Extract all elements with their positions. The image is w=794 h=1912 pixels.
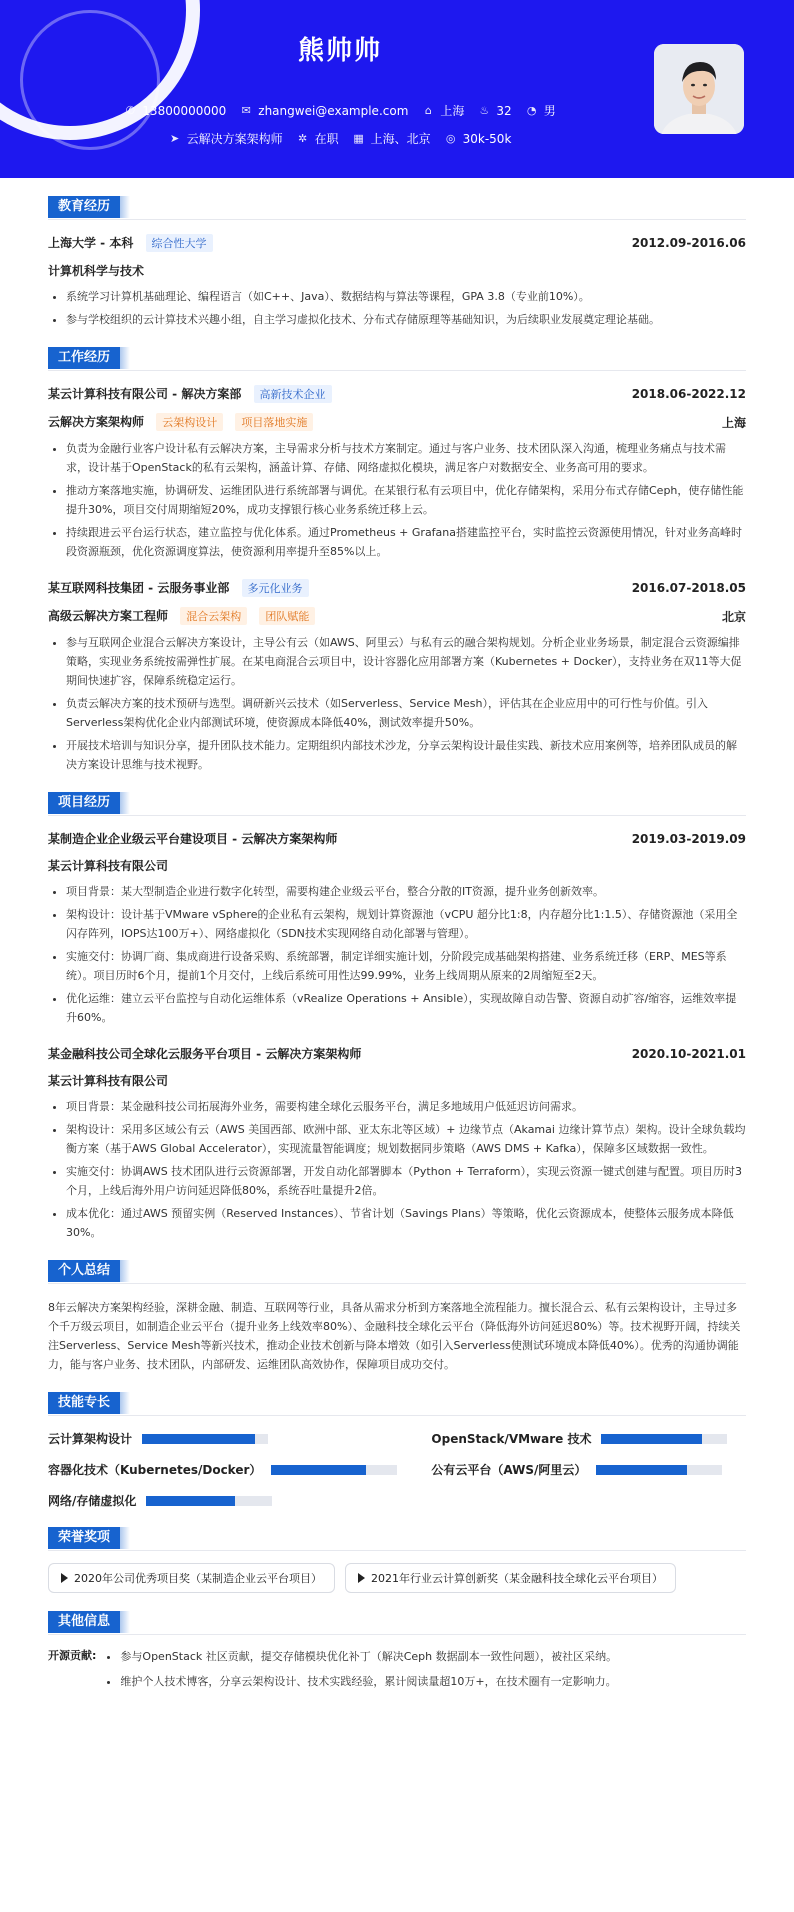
- skill-item: [431, 1461, 746, 1478]
- work-header: [48, 385, 746, 403]
- education-date: 2012.09-2016.06: [631, 236, 746, 250]
- skills-grid: [48, 1430, 746, 1509]
- work-bullets: [48, 439, 746, 561]
- resume-body: [0, 196, 794, 1697]
- company-tag: 高新技术企业: [254, 385, 332, 403]
- project-entry: [48, 830, 746, 1027]
- skill-name: 网络/存储虚拟化: [48, 1494, 137, 1508]
- avatar: [654, 44, 744, 134]
- honor-text: 2021年行业云计算创新奖（某金融科技全球化云平台项目）: [371, 1572, 663, 1585]
- city-info: [422, 102, 464, 119]
- building-icon: ▦: [353, 131, 364, 145]
- project-title: 某金融科技公司全球化云服务平台项目 - 云解决方案架构师: [48, 1047, 362, 1061]
- list-item: • 参与互联网企业混合云解决方案设计，主导公有云（如AWS、阿里云）与私有云的融合架构规划。分析企业业务场景，制定混合云资源编排策略，实现业务系统按需弹性扩展。在某电商混合云项目中，设计容器化应用部署方案（Kubernetes + Docker），支持业务在双11等大促期间快速扩容，保障系统稳定运行。: [66, 633, 746, 690]
- work-entry: [48, 579, 746, 774]
- work-location: 上海: [721, 415, 746, 430]
- skill-bar: [142, 1434, 268, 1444]
- major: 计算机科学与技术: [48, 264, 145, 278]
- section-label: 技能专长: [48, 1392, 120, 1414]
- skill-name: 容器化技术（Kubernetes/Docker）: [48, 1463, 262, 1477]
- skill-bar-fill: [601, 1434, 702, 1444]
- job-role: 云解决方案架构师: [48, 415, 145, 429]
- honor-item: [48, 1563, 335, 1593]
- list-item: • 系统学习计算机基础理论、编程语言（如C++、Java）、数据结构与算法等课程，GPA 3.8（专业前10%）。: [66, 287, 746, 306]
- project-org: 某云计算科技有限公司: [48, 859, 169, 873]
- work-location: 北京: [721, 609, 746, 624]
- work-date: 2016.07-2018.05: [631, 581, 746, 595]
- other-list: [96, 1647, 617, 1697]
- play-triangle-icon: [61, 1573, 68, 1583]
- target-info: [169, 130, 283, 147]
- age-text: 32: [496, 103, 512, 118]
- phone-text: 13800000000: [142, 103, 227, 118]
- work-section-title: [48, 347, 746, 371]
- list-item: • 维护个人技术博客，分享云架构设计、技术实践经验，累计阅读量超10万+，在技术圈有一定影响力。: [120, 1672, 617, 1691]
- project-date: 2019.03-2019.09: [631, 831, 746, 846]
- status-text: 在职: [314, 132, 339, 146]
- mail-icon: ✉: [241, 103, 251, 117]
- skill-bar: [146, 1496, 272, 1506]
- work-date: 2018.06-2022.12: [631, 387, 746, 401]
- gear-icon: ✲: [297, 131, 308, 145]
- honors-section-title: [48, 1527, 746, 1551]
- email-text: zhangwei@example.com: [258, 103, 409, 118]
- project-bullets: [48, 882, 746, 1027]
- email-info: [240, 102, 408, 119]
- honor-item: [345, 1563, 676, 1593]
- other-section-title: [48, 1611, 746, 1635]
- section-label: 荣誉奖项: [48, 1527, 120, 1549]
- work-role-row: [48, 607, 746, 625]
- role-tag: 混合云架构: [180, 607, 247, 625]
- project-bullets: [48, 1097, 746, 1242]
- job-role: 高级云解决方案工程师: [48, 609, 169, 623]
- cake-icon: ♨: [479, 103, 490, 117]
- summary-section-title: [48, 1260, 746, 1284]
- phone-info: [124, 102, 226, 119]
- list-item: • 项目背景：某大型制造企业进行数字化转型，需要构建企业级云平台，整合分散的IT资源，提升业务创新效率。: [66, 882, 746, 901]
- resume-header: [0, 0, 794, 178]
- target-city-info: [353, 130, 431, 147]
- role-tag: 团队赋能: [259, 607, 315, 625]
- skill-name: 公有云平台（AWS/阿里云）: [431, 1463, 587, 1477]
- other-label: 开源贡献:: [48, 1649, 97, 1662]
- skill-item: [48, 1430, 397, 1447]
- skill-bar: [271, 1465, 397, 1475]
- section-label: 工作经历: [48, 347, 120, 369]
- section-label: 项目经历: [48, 792, 120, 814]
- skill-item: [431, 1430, 746, 1447]
- project-org: 某云计算科技有限公司: [48, 1074, 169, 1088]
- school-tag: 综合性大学: [146, 234, 213, 252]
- target-city-text: 上海、北京: [370, 132, 431, 146]
- list-item: • 实施交付：协调AWS 技术团队进行云资源部署，开发自动化部署脚本（Python + Terraform），实现云资源一键式创建与配置。项目历时3个月，上线后海外用户访问延迟降低80%，系统吞吐量提升2倍。: [66, 1162, 746, 1200]
- section-label: 个人总结: [48, 1260, 120, 1282]
- salary-text: 30k-50k: [462, 131, 512, 146]
- school-name: 上海大学 - 本科: [48, 236, 134, 250]
- list-item: • 实施交付：协调厂商、集成商进行设备采购、系统部署，制定详细实施计划，分阶段完成基础架构搭建、业务系统迁移（ERP、MES等系统）。项目历时6个月，提前1个月交付，上线后系统可用性达99.99%，业务上线周期从原来的2周缩短至2天。: [66, 947, 746, 985]
- list-item: • 负责为金融行业客户设计私有云解决方案，主导需求分析与技术方案制定。通过与客户业务、技术团队深入沟通，梳理业务痛点与技术需求，设计基于OpenStack的私有云架构，涵盖计算、存储、网络虚拟化模块，满足客户对数据安全、业务高可用的要求。: [66, 439, 746, 477]
- work-bullets: [48, 633, 746, 774]
- list-item: • 项目背景：某金融科技公司拓展海外业务，需要构建全球化云服务平台，满足多地域用户低延迟访问需求。: [66, 1097, 746, 1116]
- contact-row: [0, 102, 680, 119]
- age-info: [478, 102, 511, 119]
- play-triangle-icon: [358, 1573, 365, 1583]
- skill-bar-fill: [271, 1465, 366, 1475]
- education-entry: [48, 234, 746, 329]
- role-tag: 项目落地实施: [235, 413, 313, 431]
- list-item: • 负责云解决方案的技术预研与选型。调研新兴云技术（如Serverless、Service Mesh），评估其在企业应用中的可行性与价值。引入Serverless架构优化企业内部测试环境，使资源成本降低40%，测试效率提升50%。: [66, 694, 746, 732]
- company-tag: 多元化业务: [242, 579, 309, 597]
- skill-name: OpenStack/VMware 技术: [431, 1432, 592, 1446]
- skill-bar: [596, 1465, 722, 1475]
- coin-icon: ◎: [445, 131, 456, 145]
- list-item: • 开展技术培训与知识分享，提升团队技术能力。定期组织内部技术沙龙，分享云架构设计最佳实践、新技术应用案例等，培养团队成员的解决方案设计思维与技术视野。: [66, 736, 746, 774]
- project-date: 2020.10-2021.01: [631, 1046, 746, 1061]
- target-text: 云解决方案架构师: [186, 132, 283, 146]
- status-info: [297, 130, 339, 147]
- list-item: • 参与学校组织的云计算技术兴趣小组，自主学习虚拟化技术、分布式存储原理等基础知识，为后续职业发展奠定理论基础。: [66, 310, 746, 329]
- gender-icon: ◔: [526, 103, 537, 117]
- salary-info: [445, 130, 512, 147]
- list-item: • 架构设计：采用多区域公有云（AWS 美国西部、欧洲中部、亚太东北等区域）+ 边缘节点（Akamai 边缘计算节点）架构。设计全球负载均衡方案（基于AWS Global Accelerator），实现流量智能调度；规划数据同步策略（AWS DMS + Kafka），保障多区域数据一致性。: [66, 1120, 746, 1158]
- gender-info: [526, 102, 556, 119]
- list-item: • 优化运维：建立云平台监控与自动化运维体系（vRealize Operations + Ansible），实现故障自动告警、资源自动扩容/缩容，运维效率提升60%。: [66, 989, 746, 1027]
- work-role-row: [48, 413, 746, 431]
- skill-item: [48, 1492, 397, 1509]
- list-item: • 架构设计：设计基于VMware vSphere的企业私有云架构，规划计算资源池（vCPU 超分比1:8，内存超分比1:1.5）、存储资源池（采用全闪存阵列，IOPS达100万+）、网络虚拟化（SDN技术实现网络自动化部署与管理）。: [66, 905, 746, 943]
- company-name: 某云计算科技有限公司 - 解决方案部: [48, 387, 242, 401]
- project-header: [48, 1045, 746, 1062]
- job-intent-row: [0, 130, 680, 147]
- skill-bar-fill: [142, 1434, 255, 1444]
- project-header: [48, 830, 746, 847]
- list-item: • 参与OpenStack 社区贡献，提交存储模块优化补丁（解决Ceph 数据副本一致性问题），被社区采纳。: [120, 1647, 617, 1666]
- project-title: 某制造企业企业级云平台建设项目 - 云解决方案架构师: [48, 832, 338, 846]
- education-section-title: [48, 196, 746, 220]
- phone-icon: ✆: [125, 103, 135, 117]
- skill-bar: [601, 1434, 727, 1444]
- skills-section-title: [48, 1392, 746, 1416]
- work-header: [48, 579, 746, 597]
- skill-bar-fill: [146, 1496, 234, 1506]
- section-label: 教育经历: [48, 196, 120, 218]
- list-item: • 持续跟进云平台运行状态，建立监控与优化体系。通过Prometheus + Grafana搭建监控平台，实时监控云资源使用情况，针对业务高峰时段资源瓶颈，优化资源调度算法，使资源利用率提升至85%以上。: [66, 523, 746, 561]
- company-name: 某互联网科技集团 - 云服务事业部: [48, 581, 230, 595]
- candidate-name: 熊帅帅: [297, 36, 382, 66]
- skill-item: [48, 1461, 397, 1478]
- projects-section-title: [48, 792, 746, 816]
- list-item: • 成本优化：通过AWS 预留实例（Reserved Instances）、节省计划（Savings Plans）等策略，优化云资源成本，使整体云服务成本降低30%。: [66, 1204, 746, 1242]
- honors-list: [48, 1563, 746, 1593]
- avatar-portrait-icon: [654, 44, 744, 134]
- education-header: [48, 234, 746, 252]
- other-info: [48, 1647, 746, 1697]
- gender-text: 男: [543, 104, 556, 118]
- list-item: • 推动方案落地实施，协调研发、运维团队进行系统部署与调优。在某银行私有云项目中，优化存储架构，采用分布式存储Ceph，使存储性能提升30%，项目交付周期缩短20%，成功支撑银行核心业务系统迁移上云。: [66, 481, 746, 519]
- summary-text: 8年云解决方案架构经验，深耕金融、制造、互联网等行业，具备从需求分析到方案落地全流程能力。擅长混合云、私有云架构设计，主导过多个千万级云项目，如制造企业云平台（提升业务上线效率80%）、金融科技全球化云平台（降低海外访问延迟80%）等。技术视野开阔，持续关注Serverless、Service Mesh等新兴技术，推动企业技术创新与降本增效（如引入Serverless使测试环境成本降低40%）。优秀的沟通协调能力，能与客户业务、技术团队，内部研发、运维团队高效协作，保障项目成功交付。: [48, 1301, 741, 1371]
- home-icon: ⌂: [424, 103, 432, 117]
- role-tag: 云架构设计: [156, 413, 223, 431]
- honor-text: 2020年公司优秀项目奖（某制造企业云平台项目）: [74, 1572, 322, 1585]
- city-text: 上海: [440, 104, 465, 118]
- skill-bar-fill: [596, 1465, 687, 1475]
- skill-name: 云计算架构设计: [48, 1432, 133, 1446]
- education-bullets: [48, 287, 746, 329]
- send-icon: ➤: [169, 131, 180, 145]
- section-label: 其他信息: [48, 1611, 120, 1633]
- work-entry: [48, 385, 746, 561]
- project-entry: [48, 1045, 746, 1242]
